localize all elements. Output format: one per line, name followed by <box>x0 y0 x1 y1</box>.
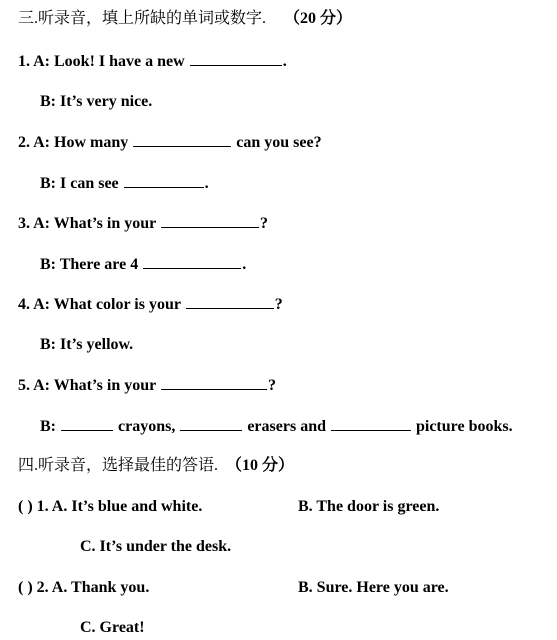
q5-b-mid2: erasers and <box>247 418 326 435</box>
s4-item1-option-a: A. It’s blue and white. <box>51 498 203 515</box>
s4-item1-option-c: C. It’s under the desk. <box>80 538 232 555</box>
q4-b-line <box>40 335 133 355</box>
q2-b-end: . <box>204 175 209 192</box>
q3-a-end: ? <box>259 215 268 232</box>
q5-b-blank-2[interactable] <box>180 416 242 431</box>
s4-item1-paren[interactable]: ( ) <box>18 498 33 515</box>
q2-number: 2. <box>18 134 30 151</box>
s4-item2-option-b: B. Sure. Here you are. <box>298 579 449 596</box>
q5-b-label: B: <box>40 418 56 435</box>
q3-b-blank[interactable] <box>143 254 241 269</box>
section4-title <box>18 456 294 476</box>
q3-a-line <box>18 213 268 234</box>
section3-title <box>18 9 352 29</box>
q3-b-text: B: There are 4 <box>40 256 139 273</box>
q1-a-text: A: Look! I have a new <box>33 53 185 70</box>
q5-a-blank[interactable] <box>161 375 267 390</box>
section4-title-text: 四.听录音，选择最佳的答语. <box>18 457 219 474</box>
q1-number: 1. <box>18 53 30 70</box>
q5-number: 5. <box>18 377 30 394</box>
s4-item2-number: 2. <box>36 579 49 596</box>
q2-a-blank[interactable] <box>133 132 231 147</box>
section4-score: （10 分） <box>226 457 295 474</box>
q5-b-line <box>40 416 513 437</box>
q1-blank[interactable] <box>190 51 282 66</box>
q4-b-text: B: It’s yellow. <box>40 336 134 353</box>
q4-a-line <box>18 294 283 315</box>
q1-b-line <box>40 92 152 112</box>
section3-title-text: 三.听录音，填上所缺的单词或数字. <box>18 10 267 27</box>
s4-item2-option-c: C. Great! <box>80 619 145 636</box>
q2-b-line <box>40 173 209 194</box>
q3-b-line <box>40 254 246 275</box>
s4-item2-line-a <box>18 578 149 598</box>
s4-item2-paren[interactable]: ( ) <box>18 579 33 596</box>
q5-b-mid1: crayons, <box>118 418 176 435</box>
q1-a-end: . <box>282 53 287 70</box>
q5-a-text: A: What’s in your <box>33 377 156 394</box>
q5-b-blank-1[interactable] <box>61 416 113 431</box>
q3-a-blank[interactable] <box>161 213 259 228</box>
q4-number: 4. <box>18 296 30 313</box>
s4-item1-number: 1. <box>36 498 49 515</box>
s4-item1-option-b: B. The door is green. <box>298 498 440 515</box>
s4-item2-option-a: A. Thank you. <box>51 579 150 596</box>
q2-b-blank[interactable] <box>124 173 204 188</box>
q5-b-blank-3[interactable] <box>331 416 411 431</box>
q4-a-end: ? <box>274 296 283 313</box>
q5-a-line <box>18 375 276 396</box>
q1-a-line <box>18 51 287 72</box>
q2-a-text: A: How many <box>33 134 129 151</box>
q3-a-text: A: What’s in your <box>33 215 156 232</box>
q2-a-line <box>18 132 322 153</box>
q5-b-end: picture books. <box>415 418 513 435</box>
section3-score: （20 分） <box>284 10 353 27</box>
q4-a-text: A: What color is your <box>33 296 181 313</box>
q4-a-blank[interactable] <box>186 294 274 309</box>
q2-a-end: can you see? <box>236 134 322 151</box>
s4-item1-line-a <box>18 497 202 517</box>
q5-a-end: ? <box>267 377 276 394</box>
q3-number: 3. <box>18 215 30 232</box>
q2-b-text: B: I can see <box>40 175 119 192</box>
q3-b-end: . <box>242 256 247 273</box>
q1-b-text: B: It’s very nice. <box>40 93 153 110</box>
